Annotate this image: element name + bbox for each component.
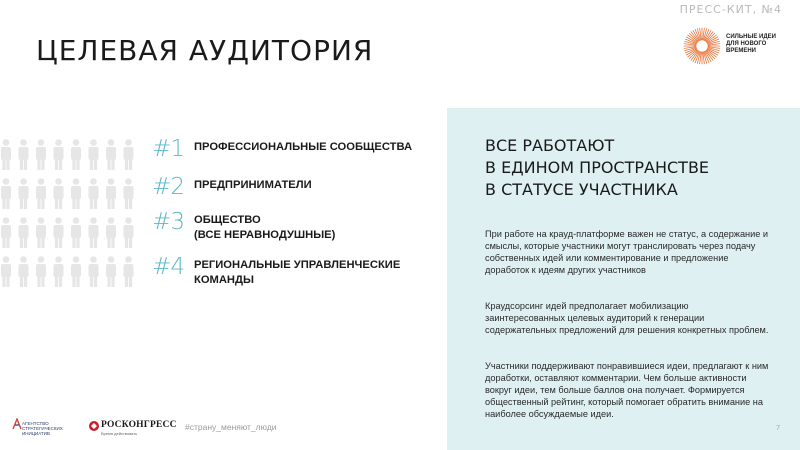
person-icon [1,256,11,287]
asi-logo-icon [12,418,22,430]
people-grid [0,137,150,297]
panel-paragraph-2: Краудсорсинг идей предполагает мобилизацию заинтересованных целевых аудиторий к генерации содержательных предложений для решения конкретных проблем. [485,301,769,335]
person-icon [71,217,81,248]
person-icon [124,139,134,170]
person-icon [106,178,116,209]
person-icon [89,139,99,170]
panel-paragraph-3: Участники поддерживают понравившиеся идеи, предлагают к ним доработки, оставляют комментарии. Чем больше активности вокруг идеи, тем больше баллов она получает. Формируется общественный рейтинг, который помогает обратить внимание на наиболее обсуждаемые идеи. [485,361,769,419]
sunburst-logo-icon [682,26,722,66]
page-title: ЦЕЛЕВАЯ АУДИТОРИЯ [36,34,374,67]
person-icon [36,139,46,170]
person-icon [89,256,99,287]
person-icon [89,217,99,248]
person-icon [106,217,116,248]
person-icon [71,178,81,209]
audience-number: #1 [152,136,184,162]
audience-label: ПРЕДПРИНИМАТЕЛИ [194,179,312,191]
audience-item-2 [150,175,312,199]
asi-logo [12,418,72,440]
person-icon [1,139,11,170]
person-silhouette-icon [0,137,150,297]
person-icon [54,178,64,209]
audience-label: ПРОФЕССИОНАЛЬНЫЕ СООБЩЕСТВА [194,141,413,153]
audience-number: #3 [152,209,184,235]
person-icon [106,139,116,170]
person-icon [124,178,134,209]
person-icon [106,256,116,287]
roscongress-logo-icon [88,419,100,433]
person-icon [124,217,134,248]
person-icon [36,217,46,248]
person-icon [54,139,64,170]
audience-item-4 [150,255,400,288]
person-icon [71,256,81,287]
person-icon [19,139,29,170]
person-icon [19,178,29,209]
audience-label: РЕГИОНАЛЬНЫЕ УПРАВЛЕНЧЕСКИЕ КОМАНДЫ [194,259,401,286]
person-icon [19,217,29,248]
info-panel [447,108,800,450]
audience-number: #2 [152,174,184,200]
brand-logo [682,26,782,70]
audience-item-3 [150,210,335,243]
audience-number: #4 [152,254,184,280]
person-icon [54,217,64,248]
person-icon [1,217,11,248]
roscongress-logo [88,418,177,440]
panel-paragraph-1: При работе на крауд-платформе важен не статус, а содержание и смыслы, которые участники могут транслировать через подачу собственных идей или комментирование и предложение доработок к идеям других участников [485,229,769,275]
page-number: 7 [776,425,780,432]
person-icon [54,256,64,287]
person-icon [1,178,11,209]
roscongress-subtitle: Время действовать [101,431,138,436]
person-icon [71,139,81,170]
audience-label: ОБЩЕСТВО (ВСЕ НЕРАВНОДУШНЫЕ) [194,214,336,241]
asi-logo-text: АГЕНТСТВО СТРАТЕГИЧЕСКИХ ИНИЦИАТИВ [22,421,63,436]
hashtag-text: #страну_меняют_люди [185,422,277,432]
press-kit-label: ПРЕСС-КИТ, №4 [679,3,782,16]
person-icon [89,178,99,209]
person-icon [19,256,29,287]
person-icon [124,256,134,287]
panel-heading: ВСЕ РАБОТАЮТ В ЕДИНОМ ПРОСТРАНСТВЕ В СТАТУСЕ УЧАСТНИКА [485,136,710,199]
roscongress-text: РОСКОНГРЕСС [101,420,177,430]
audience-item-1 [150,137,412,161]
person-icon [36,256,46,287]
person-icon [36,178,46,209]
brand-text: СИЛЬНЫЕ ИДЕИ ДЛЯ НОВОГО ВРЕМЕНИ [726,34,776,54]
